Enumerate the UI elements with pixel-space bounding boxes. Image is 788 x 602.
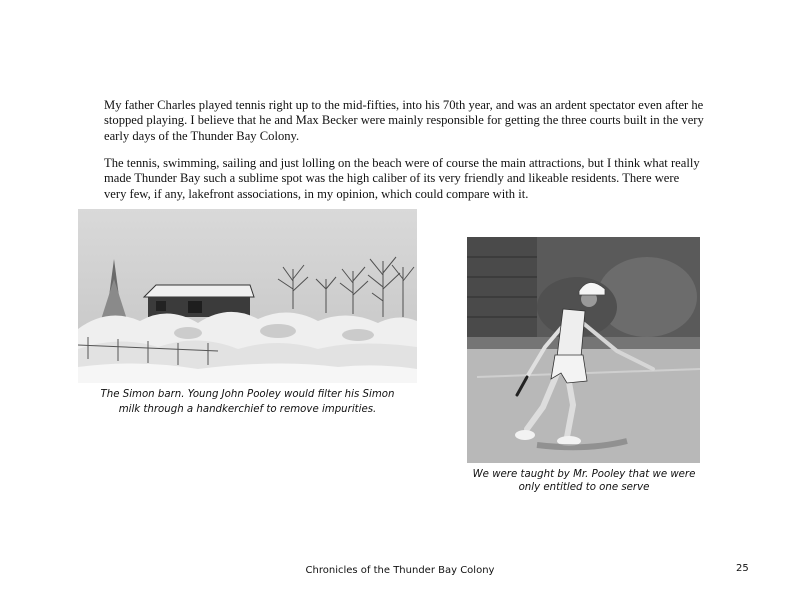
tennis-caption-line-1: We were taught by Mr. Pooley that we were — [472, 469, 696, 480]
body-paragraph-1: My father Charles played tennis right up to the mid-fifties, into his 70th year, and was an ardent spectator even after he stopped playing. I believe that he and Max Becker were mainly responsible for getting the three courts built in the very early days of the Thunder Bay Colony. — [104, 98, 704, 143]
tennis-caption-line-2: only entitled to one serve — [518, 482, 650, 493]
tennis-photo — [467, 237, 700, 463]
footer-title: Chronicles of the Thunder Bay Colony — [305, 565, 495, 576]
tennis-caption — [460, 468, 708, 494]
page-number: 25 — [736, 563, 749, 574]
body-paragraph-2: The tennis, swimming, sailing and just lolling on the beach were of course the main attractions, but I think what really made Thunder Bay such a sublime spot was the high caliber of its very friendly and likeable residents. There were very few, if any, lakefront associations, in my opinion, which could compare with it. — [104, 156, 700, 201]
barn-caption-line-1: The Simon barn. Young John Pooley would filter his Simon — [100, 389, 395, 400]
barn-caption-line-2: milk through a handkerchief to remove impurities. — [118, 404, 377, 415]
barn-caption — [78, 387, 417, 417]
barn-photo — [78, 209, 417, 383]
